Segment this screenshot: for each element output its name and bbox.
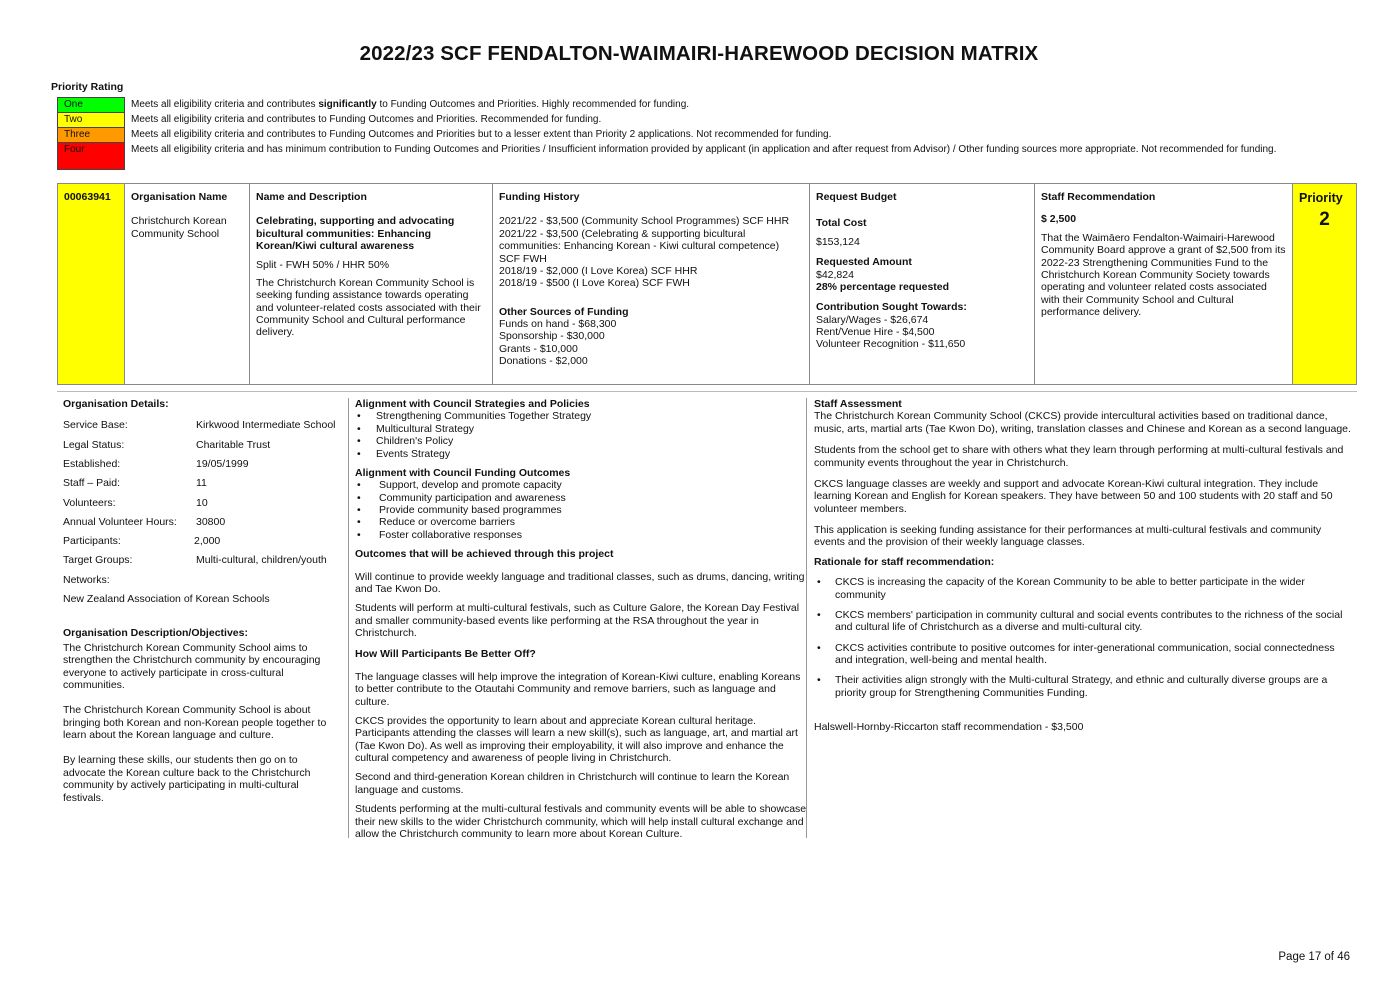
list-item: • Their activities align strongly with the Multi-cultural Strategy, and ethnic and culturally diverse groups are a priority group for Strengthening Communities Funding. <box>814 674 1351 699</box>
assessment-paragraph: The Christchurch Korean Community School (CKCS) provide intercultural activities based on traditional dance, music, arts, martial arts (Tae Kwon Do), writing, translation classes and Chinese and Korean as a second language. <box>814 410 1351 435</box>
staff-assessment-heading: Staff Assessment <box>814 398 902 410</box>
contribution-item: Rent/Venue Hire - $4,500 <box>816 326 935 338</box>
better-off-heading: How Will Participants Be Better Off? <box>355 648 536 661</box>
staff-recommendation-cell <box>1035 184 1293 385</box>
rating-desc-one: Meets all eligibility criteria and contributes significantly to Funding Outcomes and Priorities. Highly recommended for funding. <box>131 98 690 110</box>
list-item: • CKCS is increasing the capacity of the Korean Community to be able to better participate in the wider community <box>814 576 1351 601</box>
rating-row-one <box>58 98 1317 113</box>
funding-split: Split - FWH 50% / HHR 50% <box>256 258 390 271</box>
list-item: • Foster collaborative responses <box>355 529 808 541</box>
rationale-heading: Rationale for staff recommendation: <box>814 555 995 568</box>
list-item: • Support, develop and promote capacity <box>355 479 808 491</box>
list-item: • Strengthening Communities Together Strategy <box>355 410 808 422</box>
other-source-item: Donations - $2,000 <box>499 355 588 368</box>
project-description: The Christchurch Korean Community School is seeking funding assistance towards operating and volunteer-related costs associated with their Community School and Cultural performance delivery. <box>256 276 481 339</box>
org-details-heading: Organisation Details: <box>63 398 169 410</box>
other-source-item: Grants - $10,000 <box>499 342 578 355</box>
other-sources-header: Other Sources of Funding <box>499 305 629 318</box>
rating-swatch-one: One <box>58 98 125 113</box>
project-title: Celebrating, supporting and advocating bicultural communities: Enhancing Korean/Kiwi cultural awareness <box>256 215 455 253</box>
rating-row-four <box>58 143 1317 170</box>
priority-header: Priority <box>1299 191 1343 205</box>
org-description-paragraph: The Christchurch Korean Community School aims to strengthen the Christchurch community by encouraging everyone to actively participate in cross-cultural communities. <box>63 641 321 691</box>
better-off-paragraph: CKCS provides the opportunity to learn about and appreciate Korean cultural heritage. Participants attending the classes will learn a new skill(s), such as language, art, and martial art (Tae Kwon Do). As well as improving their employability, it will also improve and enhance the cultural competency and awareness of people living in Christchurch. <box>355 714 798 764</box>
list-item: • Reduce or overcome barriers <box>355 516 808 528</box>
org-name: Christchurch Korean Community School <box>131 215 227 240</box>
priority-rating-legend <box>57 97 1317 170</box>
funding-history-item: 2018/19 - $500 (I Love Korea) SCF FWH <box>499 277 690 290</box>
list-item: • Children's Policy <box>355 435 808 447</box>
requested-amount-value: $42,824 <box>816 268 854 281</box>
contribution-item: Volunteer Recognition - $11,650 <box>816 338 966 351</box>
list-item: • CKCS members' participation in community cultural and social events contributes to the richness of the social and cultural life of Christchurch as a diverse and multi-cultural city. <box>814 609 1351 634</box>
org-description-paragraph: By learning these skills, our students then go on to advocate the Korean culture back to the Christchurch community by actively participating in multi-cultural festivals. <box>63 754 311 804</box>
staff-assessment-column <box>806 398 1351 838</box>
total-cost-label: Total Cost <box>816 217 867 230</box>
strategies-list <box>355 410 808 460</box>
rating-row-three <box>58 128 1317 143</box>
detail-row: Target Groups: Multi-cultural, children/youth <box>63 554 327 567</box>
detail-row: Staff – Paid: 11 <box>63 477 207 490</box>
staff-recommendation-header: Staff Recommendation <box>1041 191 1156 203</box>
funding-history-header: Funding History <box>499 191 580 203</box>
better-off-paragraph: Second and third-generation Korean children in Christchurch will continue to learn the Korean language and customs. <box>355 771 790 796</box>
contribution-label: Contribution Sought Towards: <box>816 301 967 314</box>
funding-history-item: 2021/22 - $3,500 (Celebrating & supporting bicultural communities: Enhancing Korean - Kiwi cultural competence) SCF FWH <box>499 227 780 265</box>
other-source-item: Sponsorship - $30,000 <box>499 330 605 343</box>
organisation-details-column <box>63 398 341 811</box>
project-outcomes-heading: Outcomes that will be achieved through this project <box>355 548 614 561</box>
org-description-heading: Organisation Description/Objectives: <box>63 627 248 640</box>
project-outcome-paragraph: Will continue to provide weekly language and traditional classes, such as drums, dancing, writing and Tae Kwon Do. <box>355 570 805 595</box>
alignment-column <box>348 398 808 838</box>
rating-row-two <box>58 113 1317 128</box>
detail-row: Networks: <box>63 573 110 586</box>
detail-row: Established: 19/05/1999 <box>63 457 249 470</box>
request-budget-header: Request Budget <box>816 191 897 203</box>
total-cost-value: $153,124 <box>816 235 860 248</box>
application-id-cell <box>58 184 125 385</box>
outcomes-heading: Alignment with Council Funding Outcomes <box>355 466 571 479</box>
staff-recommendation-text: That the Waimāero Fendalton-Waimairi-Harewood Community Board approve a grant of $2,500 from its 2022-23 Strengthening Communities Fund to the Christchurch Korean Community Society towards operating and volunteer related costs associated with their Community School and Cultural performance delivery. <box>1041 231 1286 318</box>
assessment-paragraph: Students from the school get to share with others what they learn through performing at multi-cultural festivals and community events throughout the year in Christchurch. <box>814 444 1344 469</box>
request-budget-cell <box>810 184 1035 385</box>
better-off-paragraph: The language classes will help improve the integration of Korean-Kiwi culture, enabling Koreans to better contribute to the Otautahi Community and remove barriers, such as language and culture. <box>355 670 801 708</box>
list-item: • Multicultural Strategy <box>355 423 808 435</box>
detail-row: Service Base: Kirkwood Intermediate School <box>63 419 336 432</box>
decision-matrix-table <box>57 183 1357 385</box>
rating-swatch-four: Four <box>58 143 125 170</box>
application-id: 00063941 <box>64 191 111 203</box>
rating-desc-two: Meets all eligibility criteria and contributes to Funding Outcomes and Priorities. Recommended for funding. <box>131 113 602 125</box>
outcomes-list <box>355 479 808 541</box>
better-off-paragraph: Students performing at the multi-cultural festivals and community events will be able to showcase their new skills to the wider Christchurch community, which will help install cultural exchange and allow the Christchurch community to learn more about Korean Culture. <box>355 803 807 840</box>
rating-desc-three: Meets all eligibility criteria and contributes to Funding Outcomes and Priorities but to a lesser extent than Priority 2 applications. Not recommended for funding. <box>131 128 832 140</box>
page-title: 2022/23 SCF FENDALTON-WAIMAIRI-HAREWOOD DECISION MATRIX <box>359 42 1039 65</box>
network-name: New Zealand Association of Korean Schools <box>63 593 270 606</box>
detail-row: Legal Status: Charitable Trust <box>63 438 271 451</box>
assessment-paragraph: This application is seeking funding assistance for their performances at multi-cultural festivals and community events and the provision of their weekly language classes. <box>814 524 1322 549</box>
strategies-heading: Alignment with Council Strategies and Policies <box>355 398 590 410</box>
name-description-header: Name and Description <box>256 191 367 203</box>
percentage-requested: 28% percentage requested <box>816 280 950 293</box>
staff-recommendation-amount: $ 2,500 <box>1041 213 1077 226</box>
name-description-cell <box>250 184 493 385</box>
project-outcome-paragraph: Students will perform at multi-cultural festivals, such as Culture Galore, the Korean Day Festival and smaller community-based events like performing at the RSA throughout the year in Christchurch. <box>355 602 800 639</box>
org-name-cell <box>125 184 250 385</box>
requested-amount-label: Requested Amount <box>816 256 912 269</box>
other-board-recommendation: Halswell-Hornby-Riccarton staff recommendation - $3,500 <box>814 721 1084 734</box>
priority-cell <box>1293 184 1357 385</box>
rating-swatch-two: Two <box>58 113 125 128</box>
detail-row: Annual Volunteer Hours: 30800 <box>63 515 226 528</box>
section-divider <box>57 391 1357 392</box>
funding-history-item: 2021/22 - $3,500 (Community School Programmes) SCF HHR <box>499 215 790 228</box>
priority-rating-heading: Priority Rating <box>51 81 124 93</box>
detail-row: Participants: 2,000 <box>63 535 221 548</box>
list-item: • CKCS activities contribute to positive outcomes for inter-generational communication, social connectedness and integration, well-being and mental health. <box>814 642 1351 667</box>
page-number: Page 17 of 46 <box>1278 951 1350 963</box>
org-description-paragraph: The Christchurch Korean Community School is about bringing both Korean and non-Korean people together to learn about the Korean language and culture. <box>63 704 327 742</box>
list-item: • Provide community based programmes <box>355 504 808 516</box>
other-source-item: Funds on hand - $68,300 <box>499 318 617 330</box>
detail-row: Volunteers: 10 <box>63 496 208 509</box>
org-name-header: Organisation Name <box>131 191 228 203</box>
contribution-item: Salary/Wages - $26,674 <box>816 313 929 326</box>
rating-desc-four: Meets all eligibility criteria and has minimum contribution to Funding Outcomes and Priorities / Insufficient information provided by applicant (in application and after request from Advisor) / Other funding sources more appropriate. Not recommended for funding. <box>131 143 1277 155</box>
list-item: • Events Strategy <box>355 448 808 460</box>
assessment-paragraph: CKCS language classes are weekly and support and advocate Korean-Kiwi cultural integration. They include learning Korean and English for Korean speakers. They have between 50 and 100 students with 20 staff and 50 volunteer members. <box>814 477 1333 515</box>
funding-history-cell <box>493 184 810 385</box>
list-item: • Community participation and awareness <box>355 492 808 504</box>
priority-value: 2 <box>1319 208 1330 230</box>
funding-history-item: 2018/19 - $2,000 (I Love Korea) SCF HHR <box>499 264 698 277</box>
rating-swatch-three: Three <box>58 128 125 143</box>
rationale-list <box>814 576 1351 699</box>
